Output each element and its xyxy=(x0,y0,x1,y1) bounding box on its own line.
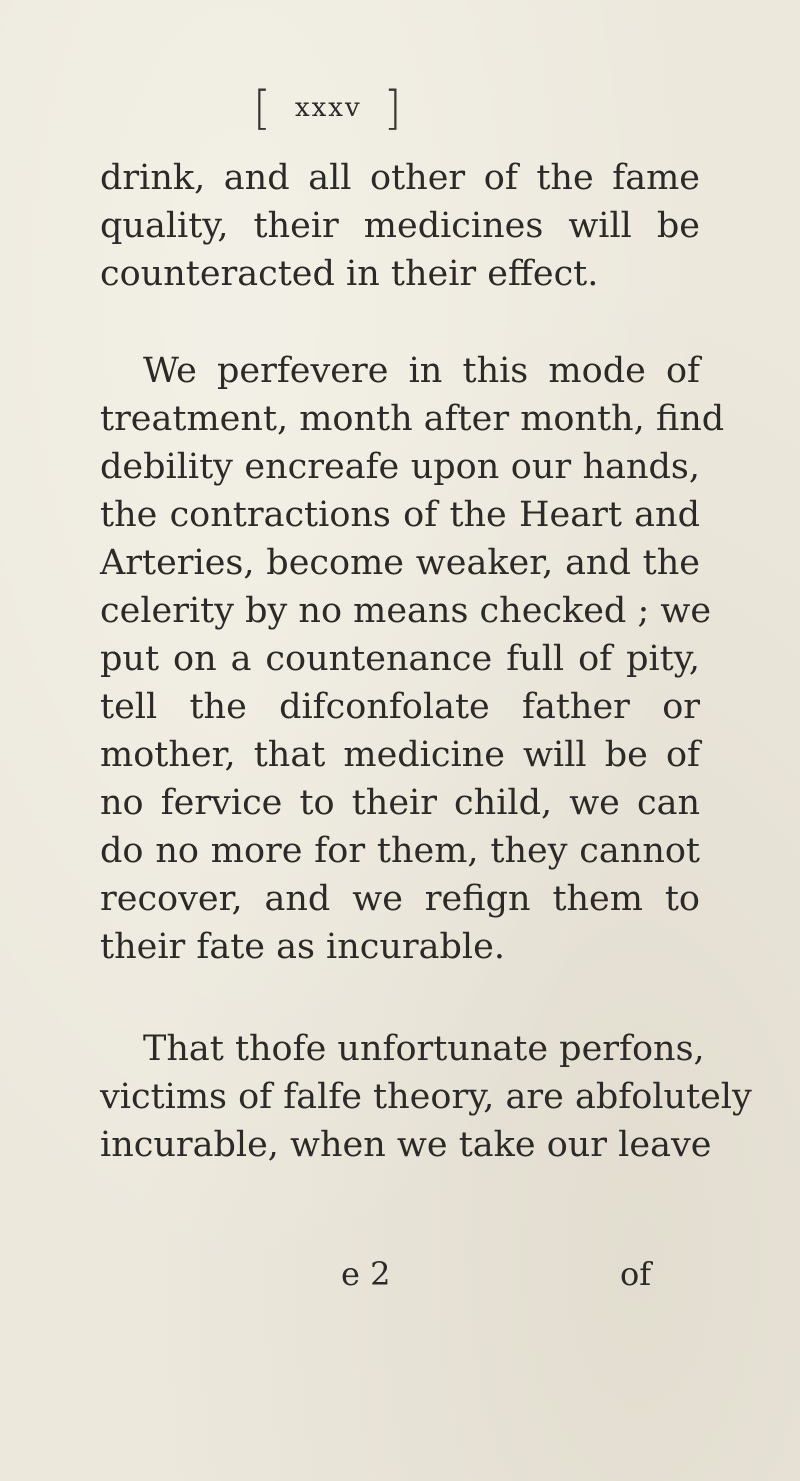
page-number: xxxv xyxy=(294,93,362,123)
text-line: celerity by no means checked ; we xyxy=(100,591,712,631)
text-line: put on a countenance full of pity, xyxy=(100,639,700,679)
signature-mark: e 2 xyxy=(341,1255,391,1293)
text-line: Arteries, become weaker, and the xyxy=(100,543,700,583)
text-line: incurable, when we take our leave xyxy=(100,1125,712,1165)
text-line: no fervice to their child, we can xyxy=(100,783,700,823)
text-line: That thofe unfortunate perfons, xyxy=(143,1029,705,1069)
text-line: We perfevere in this mode of xyxy=(143,351,700,391)
text-line: recover, and we refign them to xyxy=(100,879,700,919)
page-header xyxy=(253,81,493,135)
text-line: victims of falfe theory, are abfolutely xyxy=(100,1077,752,1117)
text-line: mother, that medicine will be of xyxy=(100,735,700,775)
text-line: their fate as incurable. xyxy=(100,927,505,967)
text-line: do no more for them, they cannot xyxy=(100,831,700,871)
header-bracket-close: ] xyxy=(383,81,402,135)
catchword: of xyxy=(620,1255,652,1293)
text-line: treatment, month after month, find xyxy=(100,399,725,439)
text-line: debility encreafe upon our hands, xyxy=(100,447,700,487)
text-line: drink, and all other of the fame xyxy=(100,158,700,198)
text-line: counteracted in their effect. xyxy=(100,254,599,294)
text-line: the contractions of the Heart and xyxy=(100,495,700,535)
text-line: tell the difconfolate father or xyxy=(100,687,700,727)
text-line: quality, their medicines will be xyxy=(100,206,700,246)
header-bracket-open: [ xyxy=(253,81,271,135)
